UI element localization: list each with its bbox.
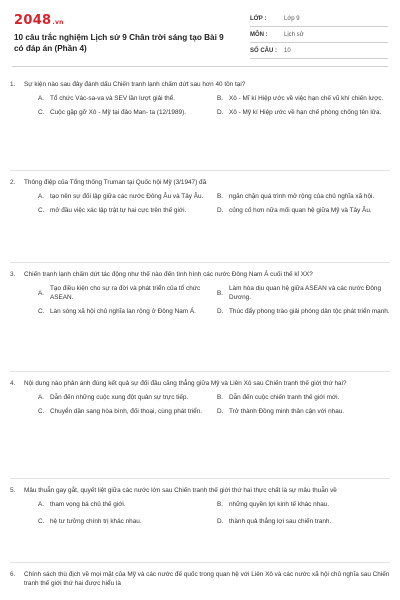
site-logo[interactable] [14,13,64,28]
meta-row-grade [250,11,388,27]
header-divider [12,66,388,67]
option-letter: B. [217,501,224,508]
option-text: Dẫn đến những cuộc xung đột quân sự trực tiếp. [50,394,189,401]
option-letter: B. [217,193,224,200]
question-divider [10,478,390,479]
meta-row-subject [250,27,388,43]
meta-value: Lịch sử [284,31,304,38]
document-meta [250,11,388,59]
option-text: Dẫn đến cuộc chiến tranh thế giới mới. [229,394,340,401]
question-stem [10,379,390,388]
question-divider [10,562,390,563]
question-text: Thông điệp của Tổng thống Truman tại Quốc hội Mỹ (3/1947) đã [24,179,207,186]
option-letter: D. [217,518,224,525]
option-letter: D. [217,408,224,415]
option-letter: C. [38,408,45,415]
option-text: thành quả thắng lợi sau chiến tranh. [229,518,332,525]
question-stem [10,80,390,89]
document-title: 10 câu trắc nghiệm Lịch sử 9 Chân trời sáng tạo Bài 9 có đáp án (Phần 4) [14,33,224,53]
answer-options [10,500,390,526]
option-b[interactable] [217,192,390,201]
option-b[interactable] [217,393,390,402]
question-divider [10,262,390,263]
option-text: mở đầu việc xác lập trật tự hai cực trên thế giới. [50,207,187,214]
option-text: Làm hòa dịu quan hệ giữa ASEAN và các nước Đông Dương. [229,285,382,301]
meta-label: MÔN : [250,31,268,38]
option-text: Xô - Mỹ kí Hiệp ước về hạn chế phòng chống tên lửa. [229,109,382,116]
option-text: Tạo điều kiện cho sự ra đời và phát triển của tổ chức ASEAN. [50,285,201,301]
question-2 [10,178,390,215]
option-text: tạo nên sự đối lập giữa các nước Đông Âu và Tây Âu. [50,193,204,200]
option-d[interactable] [217,108,390,117]
option-c[interactable] [38,517,211,526]
question-5 [10,486,390,526]
option-text: Trở thành Đồng minh thân cận với nhau. [229,408,345,415]
question-6 [10,570,390,588]
option-a[interactable] [38,500,211,509]
answer-options [10,284,390,316]
answer-options [10,94,390,117]
option-d[interactable] [217,206,390,215]
question-number: 4. [10,380,16,387]
question-number: 6. [10,571,16,578]
option-letter: C. [38,207,45,214]
option-b[interactable] [217,94,390,103]
option-a[interactable] [38,192,211,201]
option-a[interactable] [38,393,211,402]
option-text: tham vọng bá chủ thế giới. [50,501,126,508]
option-letter: B. [217,289,224,297]
option-letter: A. [38,289,45,297]
option-d[interactable] [217,407,390,416]
option-letter: C. [38,308,45,315]
meta-label: SỐ CÂU : [250,47,277,54]
option-letter: D. [217,308,224,315]
option-text: ngăn chặn quá trình mở rộng của chủ nghĩa xã hội. [229,193,375,200]
meta-label: LỚP : [250,15,267,22]
question-number: 1. [10,81,16,88]
option-text: Xô - Mĩ kí Hiệp ước về việc hạn chế vũ khí chiến lược. [229,95,384,102]
option-letter: D. [217,109,224,116]
option-d[interactable] [217,517,390,526]
option-text: củng cố hơn nữa mối quan hệ giữa Mỹ và Tây Âu. [229,207,372,214]
option-letter: B. [217,95,224,102]
question-number: 5. [10,487,16,494]
question-text: Chiến tranh lạnh chấm dứt tác động như thế nào đến tình hình các nước Đông Nam Á cuối thế kỉ XX? [24,271,313,278]
answer-options [10,393,390,416]
meta-value: Lớp 9 [284,15,300,22]
question-1 [10,80,390,117]
option-letter: A. [38,95,45,102]
option-letter: B. [217,394,224,401]
option-letter: A. [38,501,45,508]
option-text: Làn sóng xã hội chủ nghĩa lan rộng ở Đông Nam Á. [50,308,196,315]
question-stem [10,178,390,187]
question-divider [10,371,390,372]
question-text: Sự kiện nào sau đây đánh dấu Chiến tranh lạnh chấm dứt sau hơn 40 tồn tại? [24,81,246,88]
option-a[interactable] [38,284,211,302]
question-text: Nội dung nào phản ánh đúng kết quả sự đối đầu căng thẳng giữa Mỹ và Liên Xô sau Chiến tranh thế giới thứ hai? [24,380,347,387]
logo-suffix: .vn [52,19,64,26]
option-text: Chuyển dần sang hòa bình, đối thoại, cùng phát triển. [50,408,203,415]
question-divider [10,170,390,171]
question-text: Mâu thuẫn gay gắt, quyết liệt giữa các nước lớn sau Chiến tranh thế giới thứ hai thực chất là sự mâu thuẫn về [24,487,337,494]
option-letter: A. [38,394,45,401]
meta-value: 10 [284,47,291,54]
option-text: những quyền lợi kinh tế khác nhau. [229,501,330,508]
option-b[interactable] [217,500,390,509]
question-stem [10,570,390,588]
option-text: Thúc đẩy phong trào giải phóng dân tộc phát triển mạnh. [229,308,390,315]
question-4 [10,379,390,416]
answer-options [10,192,390,215]
option-c[interactable] [38,307,211,316]
option-c[interactable] [38,407,211,416]
option-letter: A. [38,193,45,200]
option-letter: C. [38,518,45,525]
option-b[interactable] [217,284,390,302]
question-stem [10,486,390,495]
question-3 [10,270,390,316]
question-number: 3. [10,271,16,278]
option-text: hệ tư tưởng chính trị khác nhau. [50,518,142,525]
question-text: Chính sách thù địch về mọi mặt của Mỹ và các nước đế quốc trong quan hệ với Liên Xô và các nước xã hội chủ nghĩa sau Chiến tranh thế giới thứ hai được hiểu là [24,571,390,587]
option-text: Cuộc gặp gỡ Xô - Mỹ tại đảo Man- ta (12/1989). [50,109,186,116]
option-c[interactable] [38,206,211,215]
question-number: 2. [10,179,16,186]
option-d[interactable] [217,307,390,316]
option-letter: D. [217,207,224,214]
option-a[interactable] [38,94,211,103]
meta-row-count [250,43,388,59]
logo-text: 2048 [14,13,52,28]
option-c[interactable] [38,108,211,117]
option-text: Tổ chức Vác-sa-va và SEV lần lượt giải thể. [50,95,175,102]
option-letter: C. [38,109,45,116]
question-stem [10,270,390,279]
